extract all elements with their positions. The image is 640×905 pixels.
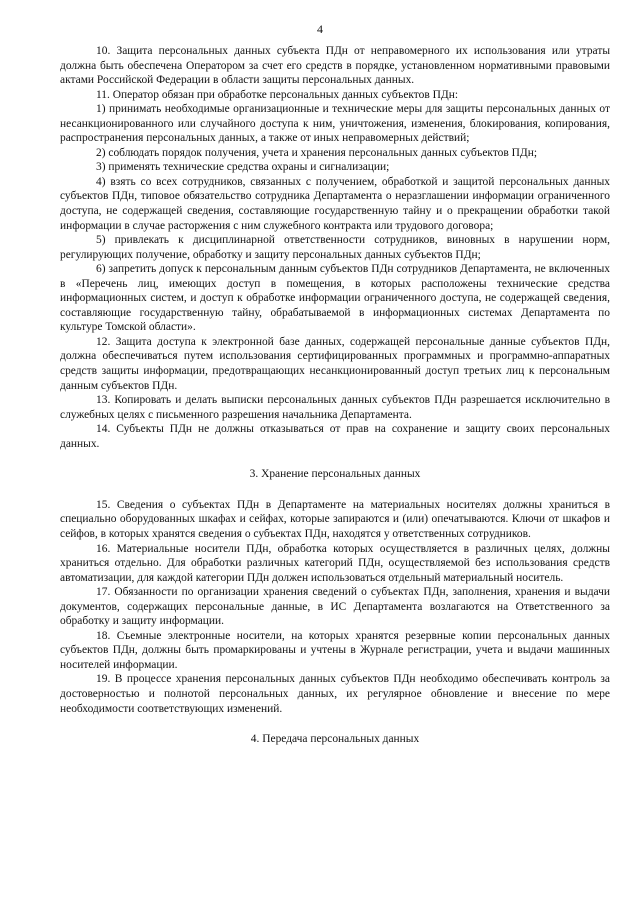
paragraph-11: 11. Оператор обязан при обработке персональных данных субъектов ПДн: — [96, 88, 458, 101]
section-heading-storage: 3. Хранение персональных данных — [249, 468, 421, 481]
document-body — [60, 44, 610, 747]
paragraph-14: 14. Субъекты ПДн не должны отказываться от прав на сохранение и защиту своих персональных данных. — [60, 423, 610, 450]
paragraph-13: 13. Копировать и делать выписки персональных данных субъектов ПДн разрешается исключительно в служебных целях с письменного разрешения начальника Департамента. — [60, 394, 610, 421]
list-item-11-2: 2) соблюдать порядок получения, учета и хранения персональных данных субъектов ПДн; — [96, 146, 538, 159]
page-number: 4 — [317, 22, 323, 36]
list-item-11-1: 1) принимать необходимые организационные и технические меры для защиты персональных данных от несанкционированного или случайного доступа к ним, уничтожения, изменения, блокирования, копирования, распространения персональных данных, а также от иных неправомерных действий; — [60, 103, 610, 145]
paragraph-19: 19. В процессе хранения персональных данных субъектов ПДн необходимо обеспечивать контроль за достоверностью и полнотой персональных данных, их регулярное обновление и внесение по мере необходимости соответствующих изменений. — [60, 673, 610, 715]
list-item-11-6: 6) запретить допуск к персональным данным субъектов ПДн сотрудников Департамента, не включенных в «Перечень лиц, имеющих доступ в помещения, в которых расположены технические средства информационных систем, и доступ к обработке информации ограниченного доступа, не содержащей сведения, составляющие государственную тайну, обрабатываемой в информационных системах Департамента по культуре Томской области». — [60, 263, 610, 334]
paragraph-17: 17. Обязанности по организации хранения сведений о субъектах ПДн, заполнения, хранения и выдачи документов, содержащих персональные данные, в ИС Департамента возлагаются на Ответственного за обработку и защиту информации. — [60, 586, 610, 628]
paragraph-16: 16. Материальные носители ПДн, обработка которых осуществляется в различных целях, должны храниться отдельно. Для обработки различных категорий ПДн, осуществляемой без использования средств автоматизации, для каждой категории ПДн должен использоваться отдельный материальный носитель. — [60, 542, 610, 584]
paragraph-15: 15. Сведения о субъектах ПДн в Департаменте на материальных носителях должны храниться в специально оборудованных шкафах и сейфах, которые запираются и (или) опечатываются. Ключи от шкафов и сейфов, в которых хранятся сведения о субъектах ПДн, находятся у ответственных сотрудников. — [60, 498, 610, 540]
paragraph-12: 12. Защита доступа к электронной базе данных, содержащей персональные данные субъектов ПДн, должна обеспечиваться путем использования сертифицированных программных и программно-аппаратных средств защиты информации, предотвращающих несанкционированный доступ третьих лиц к персональным данным субъектов ПДн. — [60, 335, 610, 392]
section-heading-transfer: 4. Передача персональных данных — [250, 733, 420, 746]
list-item-11-5: 5) привлекать к дисциплинарной ответственности сотрудников, виновных в нарушении норм, регулирующих получение, обработку и защиту персональных данных субъектов ПДн; — [60, 234, 610, 261]
list-item-11-4: 4) взять со всех сотрудников, связанных с получением, обработкой и защитой персональных данных субъектов ПДн, типовое обязательство сотрудника Департамента о неразглашении информации ограниченного доступа, не содержащей сведения, составляющие государственную тайну и о прекращении обработки такой информации в случае расторжения с ним служебного контракта или трудового договора; — [60, 175, 610, 232]
paragraph-18: 18. Съемные электронные носители, на которых хранятся резервные копии персональных данных субъектов ПДн, должны быть промаркированы и учтены в Журнале регистрации, учета и выдачи машинных носителей информации. — [60, 629, 610, 671]
list-item-11-3: 3) применять технические средства охраны и сигнализации; — [96, 161, 390, 174]
paragraph-10: 10. Защита персональных данных субъекта ПДн от неправомерного их использования или утраты должна быть обеспечена Оператором за счет его средств в порядке, установленном нормативными правовыми актами Российской Федерации в области защиты персональных данных. — [60, 45, 610, 87]
